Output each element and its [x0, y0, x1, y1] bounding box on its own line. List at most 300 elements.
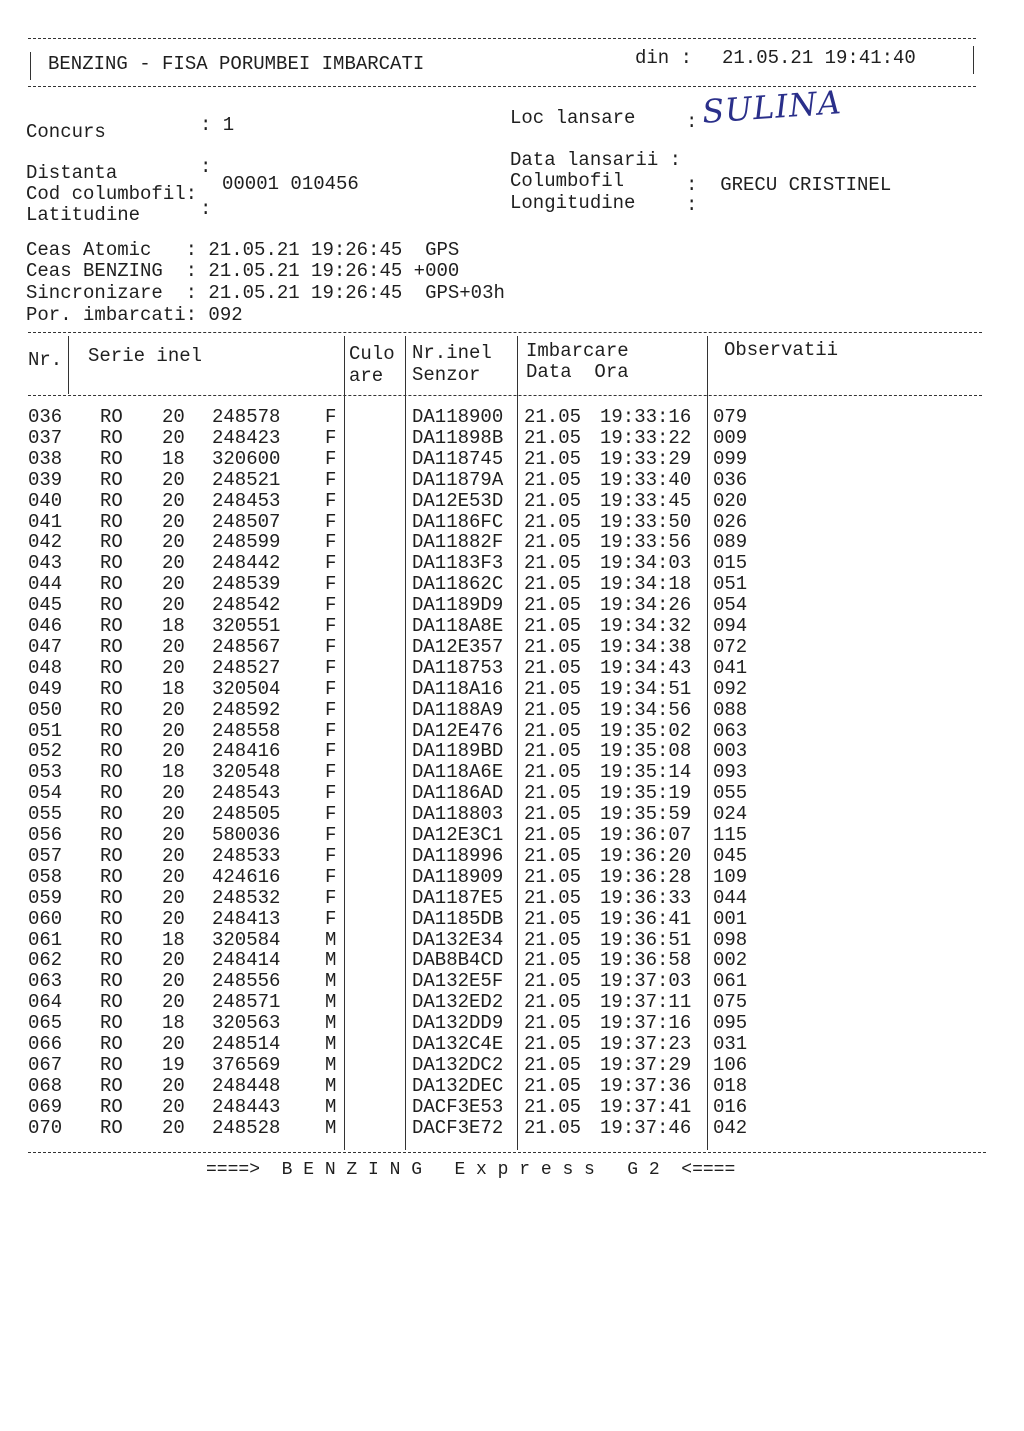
row-sex: M: [325, 1053, 337, 1076]
table-row: [0, 741, 1024, 762]
sincronizare-line: Sincronizare : 21.05.21 19:26:45 GPS+03h: [26, 282, 505, 304]
row-nr: 062: [28, 949, 63, 972]
row-country: RO: [100, 1116, 123, 1139]
row-observatii: 045: [713, 844, 748, 867]
row-sex: F: [325, 761, 337, 784]
row-ring-number: 248567: [212, 635, 281, 658]
distanta-label: Distanta: [26, 162, 118, 184]
row-ring-number: 248578: [212, 406, 281, 428]
row-year: 20: [162, 1116, 185, 1139]
row-observatii: 044: [713, 886, 748, 909]
table-row: [0, 449, 1024, 470]
row-observatii: 002: [713, 949, 748, 972]
row-country: RO: [100, 677, 123, 700]
row-ring-number: 248443: [212, 1095, 281, 1118]
row-time: 19:33:50: [600, 510, 692, 533]
row-year: 20: [162, 719, 185, 742]
concurs-value: : 1: [200, 114, 235, 136]
row-sensor: DA12E3C1: [412, 824, 504, 846]
row-sex: M: [325, 1116, 337, 1139]
row-sensor: DA12E357: [412, 635, 504, 658]
row-sensor: DA132DD9: [412, 1012, 504, 1035]
row-nr: 066: [28, 1033, 63, 1055]
row-date: 21.05: [524, 1033, 582, 1055]
row-country: RO: [100, 803, 123, 826]
row-country: RO: [100, 991, 123, 1014]
table-row: [0, 512, 1024, 533]
table-row: [0, 1118, 1024, 1139]
row-country: RO: [100, 594, 123, 617]
row-sensor: DA132ED2: [412, 991, 504, 1014]
row-nr: 055: [28, 803, 63, 826]
row-sex: F: [325, 803, 337, 826]
handwritten-loc-lansare: SULINA: [700, 83, 844, 131]
table-row: [0, 574, 1024, 595]
row-date: 21.05: [524, 824, 582, 846]
row-ring-number: 248528: [212, 1116, 281, 1139]
distanta-colon: :: [200, 156, 212, 178]
row-observatii: 018: [713, 1074, 748, 1097]
row-year: 20: [162, 949, 185, 972]
row-sensor: DA118803: [412, 803, 504, 826]
latitudine-colon: :: [200, 198, 212, 220]
row-date: 21.05: [524, 949, 582, 972]
row-country: RO: [100, 1074, 123, 1097]
row-year: 18: [162, 447, 185, 470]
row-date: 21.05: [524, 594, 582, 617]
table-row: [0, 888, 1024, 909]
row-date: 21.05: [524, 970, 582, 993]
row-country: RO: [100, 615, 123, 637]
separator-after-nr: [68, 336, 69, 394]
row-observatii: 015: [713, 552, 748, 575]
row-observatii: 003: [713, 740, 748, 763]
row-ring-number: 248448: [212, 1074, 281, 1097]
row-sensor: DA1188A9: [412, 698, 504, 721]
row-time: 19:34:18: [600, 573, 692, 596]
row-time: 19:33:29: [600, 447, 692, 470]
row-country: RO: [100, 698, 123, 721]
row-nr: 039: [28, 468, 63, 491]
row-observatii: 016: [713, 1095, 748, 1118]
row-time: 19:36:28: [600, 865, 692, 888]
loc-lansare-label: Loc lansare: [510, 107, 636, 129]
row-ring-number: 248507: [212, 510, 281, 533]
row-observatii: 095: [713, 1012, 748, 1035]
row-date: 21.05: [524, 886, 582, 909]
row-country: RO: [100, 656, 123, 679]
col-are-header: are: [349, 365, 384, 387]
row-sex: F: [325, 406, 337, 428]
row-year: 20: [162, 406, 185, 428]
row-sex: F: [325, 865, 337, 888]
row-time: 19:36:07: [600, 824, 692, 846]
row-time: 19:33:16: [600, 406, 692, 428]
row-year: 20: [162, 907, 185, 930]
row-date: 21.05: [524, 573, 582, 596]
row-sex: F: [325, 844, 337, 867]
row-nr: 049: [28, 677, 63, 700]
row-observatii: 031: [713, 1033, 748, 1055]
row-ring-number: 580036: [212, 824, 281, 846]
row-ring-number: 320563: [212, 1012, 281, 1035]
row-ring-number: 320551: [212, 615, 281, 637]
row-sex: F: [325, 468, 337, 491]
document-title: BENZING - FISA PORUMBEI IMBARCATI: [48, 53, 425, 75]
table-row: [0, 1055, 1024, 1076]
row-country: RO: [100, 782, 123, 805]
row-sensor: DA118745: [412, 447, 504, 470]
row-nr: 045: [28, 594, 63, 617]
row-country: RO: [100, 886, 123, 909]
table-row: [0, 658, 1024, 679]
row-time: 19:36:33: [600, 886, 692, 909]
row-sensor: DA12E53D: [412, 489, 504, 512]
row-time: 19:37:16: [600, 1012, 692, 1035]
row-nr: 042: [28, 531, 63, 554]
table-row: [0, 491, 1024, 512]
row-sex: M: [325, 1095, 337, 1118]
row-sex: F: [325, 677, 337, 700]
table-row: [0, 679, 1024, 700]
row-date: 21.05: [524, 552, 582, 575]
row-country: RO: [100, 719, 123, 742]
row-sensor: DA12E476: [412, 719, 504, 742]
row-time: 19:33:56: [600, 531, 692, 554]
row-nr: 050: [28, 698, 63, 721]
row-country: RO: [100, 406, 123, 428]
row-time: 19:34:32: [600, 615, 692, 637]
row-sex: F: [325, 635, 337, 658]
row-observatii: 079: [713, 406, 748, 428]
table-header-bottom-rule: [28, 395, 982, 396]
row-nr: 065: [28, 1012, 63, 1035]
row-date: 21.05: [524, 1116, 582, 1139]
row-sex: F: [325, 782, 337, 805]
row-ring-number: 248558: [212, 719, 281, 742]
row-country: RO: [100, 468, 123, 491]
row-country: RO: [100, 761, 123, 784]
loc-lansare-colon: :: [686, 111, 698, 133]
row-nr: 070: [28, 1116, 63, 1139]
row-sensor: DACF3E72: [412, 1116, 504, 1139]
row-country: RO: [100, 844, 123, 867]
row-ring-number: 320504: [212, 677, 281, 700]
row-nr: 060: [28, 907, 63, 930]
row-observatii: 099: [713, 447, 748, 470]
row-country: RO: [100, 426, 123, 449]
row-year: 20: [162, 1095, 185, 1118]
row-year: 18: [162, 677, 185, 700]
table-row: [0, 616, 1024, 637]
row-time: 19:36:20: [600, 844, 692, 867]
row-sensor: DA11879A: [412, 468, 504, 491]
row-time: 19:33:40: [600, 468, 692, 491]
row-country: RO: [100, 928, 123, 951]
row-sensor: DACF3E53: [412, 1095, 504, 1118]
row-nr: 053: [28, 761, 63, 784]
header-left-border: [30, 52, 31, 80]
row-nr: 041: [28, 510, 63, 533]
row-sensor: DA118996: [412, 844, 504, 867]
row-sex: F: [325, 447, 337, 470]
row-ring-number: 248423: [212, 426, 281, 449]
row-date: 21.05: [524, 468, 582, 491]
row-year: 20: [162, 844, 185, 867]
data-lansarii-label: Data lansarii :: [510, 149, 682, 171]
table-row: [0, 428, 1024, 449]
row-nr: 052: [28, 740, 63, 763]
row-ring-number: 248542: [212, 594, 281, 617]
table-row: [0, 909, 1024, 930]
table-header-top-rule: [28, 332, 982, 333]
row-ring-number: 248442: [212, 552, 281, 575]
row-country: RO: [100, 1095, 123, 1118]
row-year: 20: [162, 656, 185, 679]
row-observatii: 051: [713, 573, 748, 596]
por-imbarcati-line: Por. imbarcati: 092: [26, 304, 243, 326]
row-time: 19:37:29: [600, 1053, 692, 1076]
row-date: 21.05: [524, 615, 582, 637]
row-ring-number: 320600: [212, 447, 281, 470]
row-time: 19:34:03: [600, 552, 692, 575]
table-row: [0, 783, 1024, 804]
row-date: 21.05: [524, 447, 582, 470]
cod-columbofil-label: Cod columbofil:: [26, 183, 198, 205]
row-ring-number: 424616: [212, 865, 281, 888]
row-country: RO: [100, 949, 123, 972]
row-date: 21.05: [524, 719, 582, 742]
row-time: 19:35:59: [600, 803, 692, 826]
row-observatii: 098: [713, 928, 748, 951]
col-observatii-header: Observatii: [724, 339, 839, 361]
row-observatii: 092: [713, 677, 748, 700]
row-country: RO: [100, 1012, 123, 1035]
row-nr: 038: [28, 447, 63, 470]
row-date: 21.05: [524, 531, 582, 554]
row-time: 19:34:51: [600, 677, 692, 700]
row-date: 21.05: [524, 406, 582, 428]
row-date: 21.05: [524, 635, 582, 658]
row-year: 18: [162, 928, 185, 951]
row-sex: F: [325, 552, 337, 575]
row-time: 19:33:45: [600, 489, 692, 512]
row-sex: M: [325, 1074, 337, 1097]
row-time: 19:36:51: [600, 928, 692, 951]
longitudine-colon: :: [686, 194, 698, 216]
row-date: 21.05: [524, 510, 582, 533]
row-observatii: 093: [713, 761, 748, 784]
table-row: [0, 1013, 1024, 1034]
row-country: RO: [100, 907, 123, 930]
row-date: 21.05: [524, 803, 582, 826]
row-date: 21.05: [524, 865, 582, 888]
row-observatii: 115: [713, 824, 748, 846]
col-culo-header: Culo: [349, 343, 395, 365]
table-row: [0, 407, 1024, 428]
row-nr: 063: [28, 970, 63, 993]
row-sex: F: [325, 740, 337, 763]
table-bottom-rule: [28, 1152, 986, 1153]
row-nr: 067: [28, 1053, 63, 1076]
row-sex: F: [325, 510, 337, 533]
ceas-atomic-line: Ceas Atomic : 21.05.21 19:26:45 GPS: [26, 239, 460, 261]
row-nr: 061: [28, 928, 63, 951]
row-sex: F: [325, 656, 337, 679]
row-ring-number: 248527: [212, 656, 281, 679]
row-year: 20: [162, 1074, 185, 1097]
col-nr-header: Nr.: [28, 349, 63, 371]
col-data-ora-header: Data Ora: [526, 361, 629, 383]
row-country: RO: [100, 970, 123, 993]
row-sex: M: [325, 949, 337, 972]
row-year: 20: [162, 1033, 185, 1055]
row-sex: F: [325, 594, 337, 617]
row-country: RO: [100, 573, 123, 596]
row-date: 21.05: [524, 991, 582, 1014]
row-sensor: DAB8B4CD: [412, 949, 504, 972]
row-time: 19:34:26: [600, 594, 692, 617]
row-date: 21.05: [524, 1012, 582, 1035]
row-year: 20: [162, 970, 185, 993]
row-ring-number: 248453: [212, 489, 281, 512]
table-row: [0, 1076, 1024, 1097]
row-observatii: 075: [713, 991, 748, 1014]
table-row: [0, 532, 1024, 553]
col-imbarcare-header: Imbarcare: [526, 340, 629, 362]
row-year: 20: [162, 740, 185, 763]
row-time: 19:37:46: [600, 1116, 692, 1139]
row-sensor: DA1187E5: [412, 886, 504, 909]
row-sensor: DA1186AD: [412, 782, 504, 805]
row-observatii: 042: [713, 1116, 748, 1139]
row-country: RO: [100, 824, 123, 846]
row-sensor: DA1186FC: [412, 510, 504, 533]
table-row: [0, 971, 1024, 992]
row-country: RO: [100, 447, 123, 470]
row-country: RO: [100, 552, 123, 575]
row-time: 19:37:11: [600, 991, 692, 1014]
row-ring-number: 248416: [212, 740, 281, 763]
row-year: 20: [162, 594, 185, 617]
row-sensor: DA1189D9: [412, 594, 504, 617]
concurs-label: Concurs: [26, 121, 106, 143]
table-row: [0, 867, 1024, 888]
row-nr: 047: [28, 635, 63, 658]
row-sex: F: [325, 426, 337, 449]
row-year: 20: [162, 782, 185, 805]
row-date: 21.05: [524, 907, 582, 930]
row-observatii: 024: [713, 803, 748, 826]
row-sensor: DA132DEC: [412, 1074, 504, 1097]
row-ring-number: 248592: [212, 698, 281, 721]
row-sensor: DA1183F3: [412, 552, 504, 575]
table-row: [0, 950, 1024, 971]
row-sensor: DA132E5F: [412, 970, 504, 993]
row-sex: F: [325, 531, 337, 554]
row-country: RO: [100, 1053, 123, 1076]
row-sensor: DA118900: [412, 406, 504, 428]
row-time: 19:34:43: [600, 656, 692, 679]
row-sensor: DA118A6E: [412, 761, 504, 784]
row-year: 20: [162, 803, 185, 826]
row-ring-number: 248514: [212, 1033, 281, 1055]
row-sex: F: [325, 573, 337, 596]
row-date: 21.05: [524, 656, 582, 679]
row-year: 20: [162, 468, 185, 491]
row-time: 19:34:56: [600, 698, 692, 721]
row-date: 21.05: [524, 740, 582, 763]
row-country: RO: [100, 1033, 123, 1055]
row-country: RO: [100, 531, 123, 554]
row-date: 21.05: [524, 1053, 582, 1076]
row-observatii: 055: [713, 782, 748, 805]
row-nr: 064: [28, 991, 63, 1014]
row-nr: 037: [28, 426, 63, 449]
ceas-benzing-line: Ceas BENZING : 21.05.21 19:26:45 +000: [26, 260, 460, 282]
row-observatii: 054: [713, 594, 748, 617]
table-row: [0, 846, 1024, 867]
row-sex: F: [325, 886, 337, 909]
table-row: [0, 470, 1024, 491]
row-year: 20: [162, 531, 185, 554]
row-sex: M: [325, 928, 337, 951]
row-observatii: 094: [713, 615, 748, 637]
row-year: 20: [162, 824, 185, 846]
row-sex: M: [325, 1033, 337, 1055]
row-sex: M: [325, 991, 337, 1014]
row-year: 20: [162, 698, 185, 721]
row-nr: 040: [28, 489, 63, 512]
row-sensor: DA1185DB: [412, 907, 504, 930]
row-observatii: 088: [713, 698, 748, 721]
table-row: [0, 721, 1024, 742]
row-year: 20: [162, 489, 185, 512]
row-nr: 054: [28, 782, 63, 805]
row-sensor: DA11882F: [412, 531, 504, 554]
row-year: 20: [162, 573, 185, 596]
row-date: 21.05: [524, 1095, 582, 1118]
row-observatii: 106: [713, 1053, 748, 1076]
row-ring-number: 248556: [212, 970, 281, 993]
row-date: 21.05: [524, 489, 582, 512]
row-observatii: 041: [713, 656, 748, 679]
row-observatii: 036: [713, 468, 748, 491]
row-date: 21.05: [524, 698, 582, 721]
row-ring-number: 248571: [212, 991, 281, 1014]
row-time: 19:35:02: [600, 719, 692, 742]
table-row: [0, 700, 1024, 721]
row-ring-number: 376569: [212, 1053, 281, 1076]
row-observatii: 009: [713, 426, 748, 449]
row-country: RO: [100, 740, 123, 763]
row-date: 21.05: [524, 761, 582, 784]
table-row: [0, 553, 1024, 574]
row-year: 20: [162, 426, 185, 449]
row-time: 19:37:36: [600, 1074, 692, 1097]
row-ring-number: 248521: [212, 468, 281, 491]
col-nr-inel-header: Nr.inel: [412, 342, 492, 364]
row-sensor: DA1189BD: [412, 740, 504, 763]
row-observatii: 061: [713, 970, 748, 993]
row-time: 19:37:41: [600, 1095, 692, 1118]
row-date: 21.05: [524, 426, 582, 449]
table-row: [0, 1034, 1024, 1055]
row-nr: 057: [28, 844, 63, 867]
row-sensor: DA132E34: [412, 928, 504, 951]
row-observatii: 020: [713, 489, 748, 512]
row-nr: 059: [28, 886, 63, 909]
